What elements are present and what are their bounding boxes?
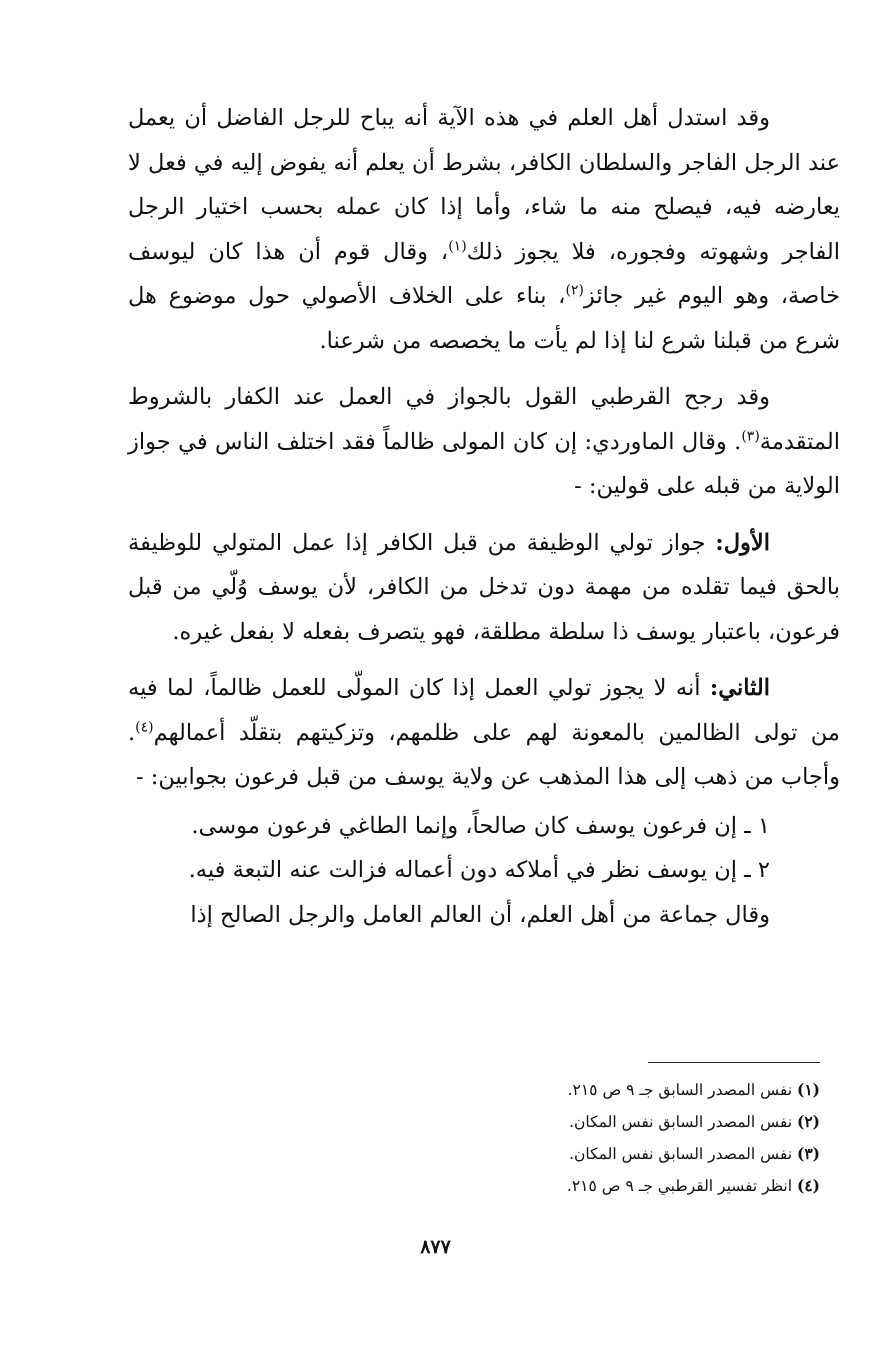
footnote-number: (٣)	[796, 1144, 820, 1163]
footnote-3	[300, 1138, 820, 1170]
footnote-4	[300, 1170, 820, 1202]
footnote-text: نفس المصدر السابق نفس المكان.	[569, 1113, 797, 1131]
paragraph-3-lead: الأول:	[715, 529, 770, 556]
footnote-ref-4: (٤)	[135, 719, 154, 735]
footnote-1	[300, 1074, 820, 1106]
footnote-number: (٢)	[796, 1112, 820, 1131]
paragraph-4-text: أنه لا يجوز تولي العمل إذا كان المولّى للعمل ظالماً، لما فيه من تولى الظالمين بالمعونة لهم على ظلمهم، وتزكيتهم بتقلّد أعمالهم	[128, 675, 840, 746]
paragraph-1-continued: ، وقال قوم أن هذا كان ليوسف خاصة، وهو اليوم غير جائز	[128, 238, 840, 309]
footnotes	[300, 1074, 820, 1202]
footnote-divider	[648, 1062, 820, 1063]
footnote-ref-3: (٣)	[741, 428, 760, 444]
paragraph-5: وقال جماعة من أهل العلم، أن العالم العامل والرجل الصالح إذا	[190, 901, 770, 928]
footnote-number: (١)	[796, 1080, 820, 1099]
footnote-2	[300, 1106, 820, 1138]
paragraph-2-text: وقد رجح القرطبي القول بالجواز في العمل عند الكفار بالشروط المتقدمة	[128, 384, 840, 455]
footnote-ref-2: (٢)	[565, 282, 584, 299]
footnote-text: انظر تفسير القرطبي جـ ٩ ص ٢١٥.	[566, 1177, 797, 1195]
paragraph-1-end: ، بناء على الخلاف الأصولي حول موضوع هل شرع من قبلنا شرع لنا إذا لم يأت ما يخصصه من شرعنا.	[128, 283, 840, 354]
footnote-number: (٤)	[796, 1176, 820, 1195]
paragraph-2	[128, 375, 840, 509]
paragraph-1-text: وقد استدل أهل العلم في هذه الآية أنه يباح للرجل الفاضل أن يعمل عند الرجل الفاجر والسلطان الكافر، بشرط أن يعلم أنه يفوض إليه في فعل لا يعارضه فيه، فيصلح منه ما شاء، وأما إذا كان عمله بحسب اختيار الرجل الفاجر وشهوته وفجوره، فلا يجوز ذلك	[128, 105, 840, 265]
page-number: ٨٧٧	[420, 1236, 451, 1258]
footnote-ref-1: (١)	[448, 238, 467, 254]
list-item-2: ٢ ـ إن يوسف نظر في أملاكه دون أعماله فزالت عنه التبعة فيه.	[188, 857, 770, 883]
paragraph-2-end: . وقال الماوردي: إن كان المولى ظالماً فقد اختلف الناس في جواز الولاية من قبله على قولين: -	[128, 428, 840, 499]
paragraph-4-end: . وأجاب من ذهب إلى هذا المذهب عن ولاية يوسف من قبل فرعون بجوابين: -	[128, 719, 840, 790]
paragraph-4-lead: الثاني:	[709, 675, 770, 701]
main-text	[128, 96, 840, 937]
footnote-text: نفس المصدر السابق نفس المكان.	[569, 1145, 797, 1163]
paragraph-3	[128, 521, 840, 655]
paragraph-3-text: جواز تولي الوظيفة من قبل الكافر إذا عمل المتولي للوظيفة بالحق فيما تقلده من مهمة دون تدخل من الكافر، لأن يوسف وُلّي من قبل فرعون، باعتبار يوسف ذا سلطة مطلقة، فهو يتصرف بفعله لا بفعل غيره.	[128, 529, 840, 645]
footnote-text: نفس المصدر السابق جـ ٩ ص ٢١٥.	[567, 1081, 797, 1099]
paragraph-1	[128, 96, 840, 363]
list-item-1: ١ ـ إن فرعون يوسف كان صالحاً، وإنما الطاغي فرعون موسى.	[191, 812, 770, 839]
paragraph-4	[128, 666, 840, 800]
